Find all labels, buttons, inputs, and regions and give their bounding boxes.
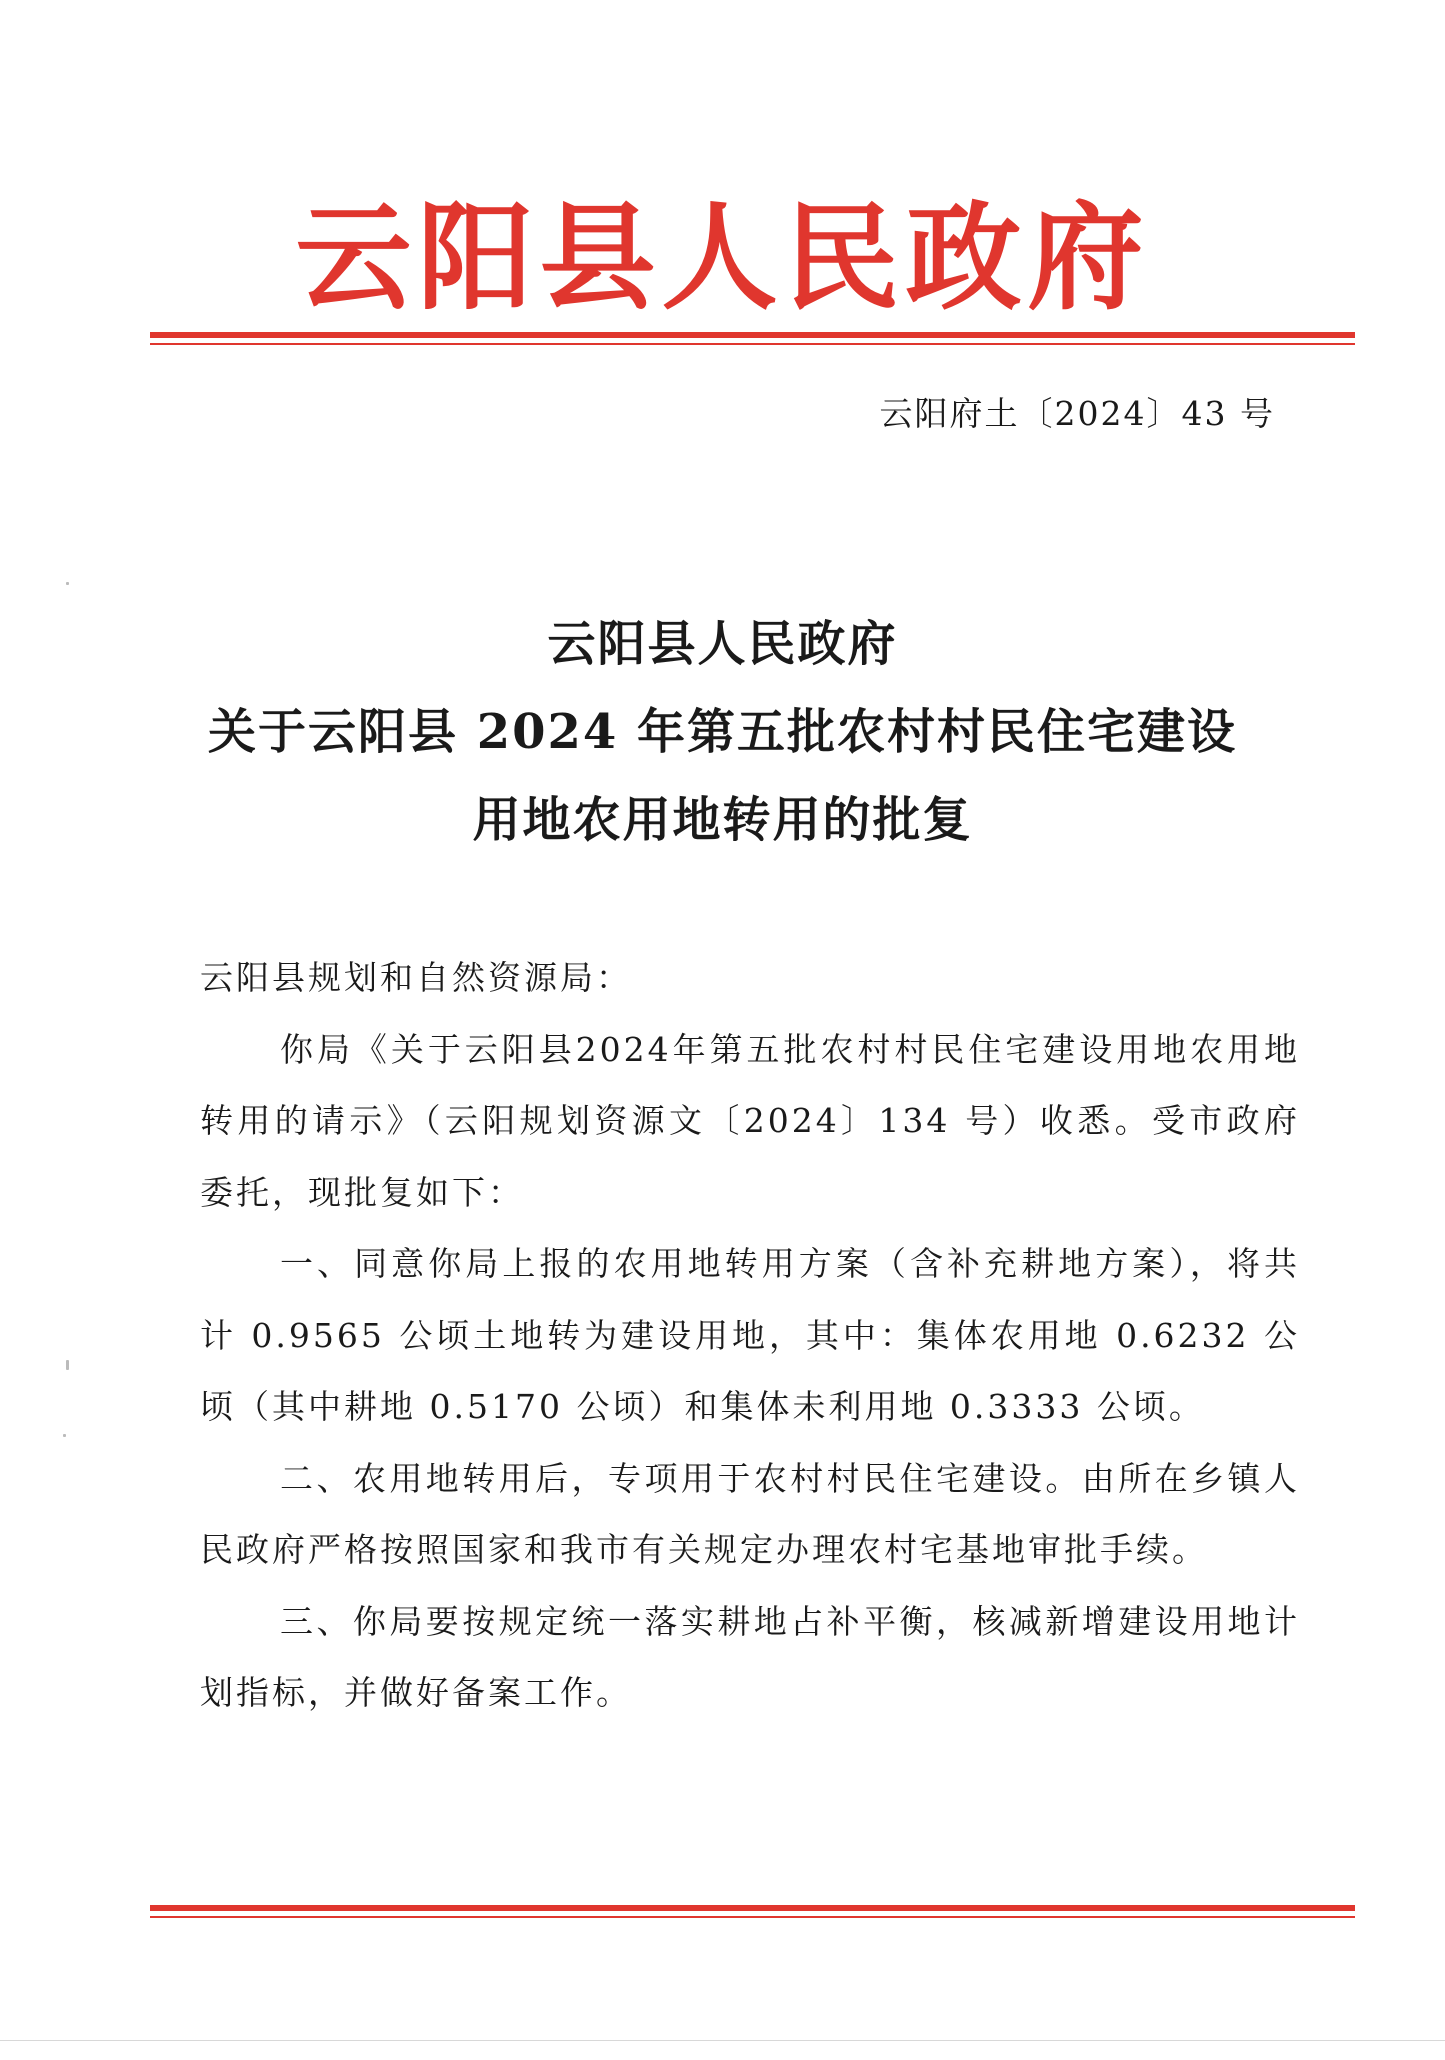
document-number: 云阳府土〔2024〕43 号 — [879, 394, 1275, 433]
scan-edge-line — [0, 2040, 1445, 2041]
header-red-rule-thin — [150, 343, 1355, 345]
footer-red-rule-thin — [150, 1916, 1355, 1918]
document-title — [150, 600, 1295, 864]
scan-speck — [66, 1360, 69, 1370]
body-paragraph-item-1: 一、同意你局上报的农用地转用方案（含补充耕地方案），将共计 0.9565 公顷土地转为建设用地，其中：集体农用地 0.6232 公顷（其中耕地 0.5170 公顷）和集体未利用地 0.3333 公顷。 — [200, 1244, 1300, 1426]
body-paragraph-item-2: 二、农用地转用后，专项用于农村村民住宅建设。由所在乡镇人民政府严格按照国家和我市有关规定办理农村宅基地审批手续。 — [200, 1458, 1300, 1569]
document-body — [200, 942, 1300, 1729]
body-paragraph-item-3: 三、你局要按规定统一落实耕地占补平衡，核减新增建设用地计划指标，并做好备案工作。 — [200, 1601, 1300, 1712]
scan-speck — [63, 1434, 66, 1437]
body-paragraph-intro: 你局《关于云阳县2024年第五批农村村民住宅建设用地农用地转用的请示》（云阳规划资源文〔2024〕134 号）收悉。受市政府委托，现批复如下： — [200, 1029, 1300, 1212]
footer-red-rule-thick — [150, 1905, 1355, 1911]
scan-speck — [66, 582, 69, 585]
issuing-authority-header: 云阳县人民政府 — [295, 190, 1150, 326]
title-line-3: 用地农用地转用的批复 — [472, 792, 973, 848]
title-line-2: 关于云阳县 2024 年第五批农村村民住宅建设 — [207, 704, 1238, 760]
title-line-1: 云阳县人民政府 — [547, 616, 898, 672]
header-red-rule-thick — [150, 332, 1355, 338]
addressee: 云阳县规划和自然资源局： — [200, 958, 632, 997]
